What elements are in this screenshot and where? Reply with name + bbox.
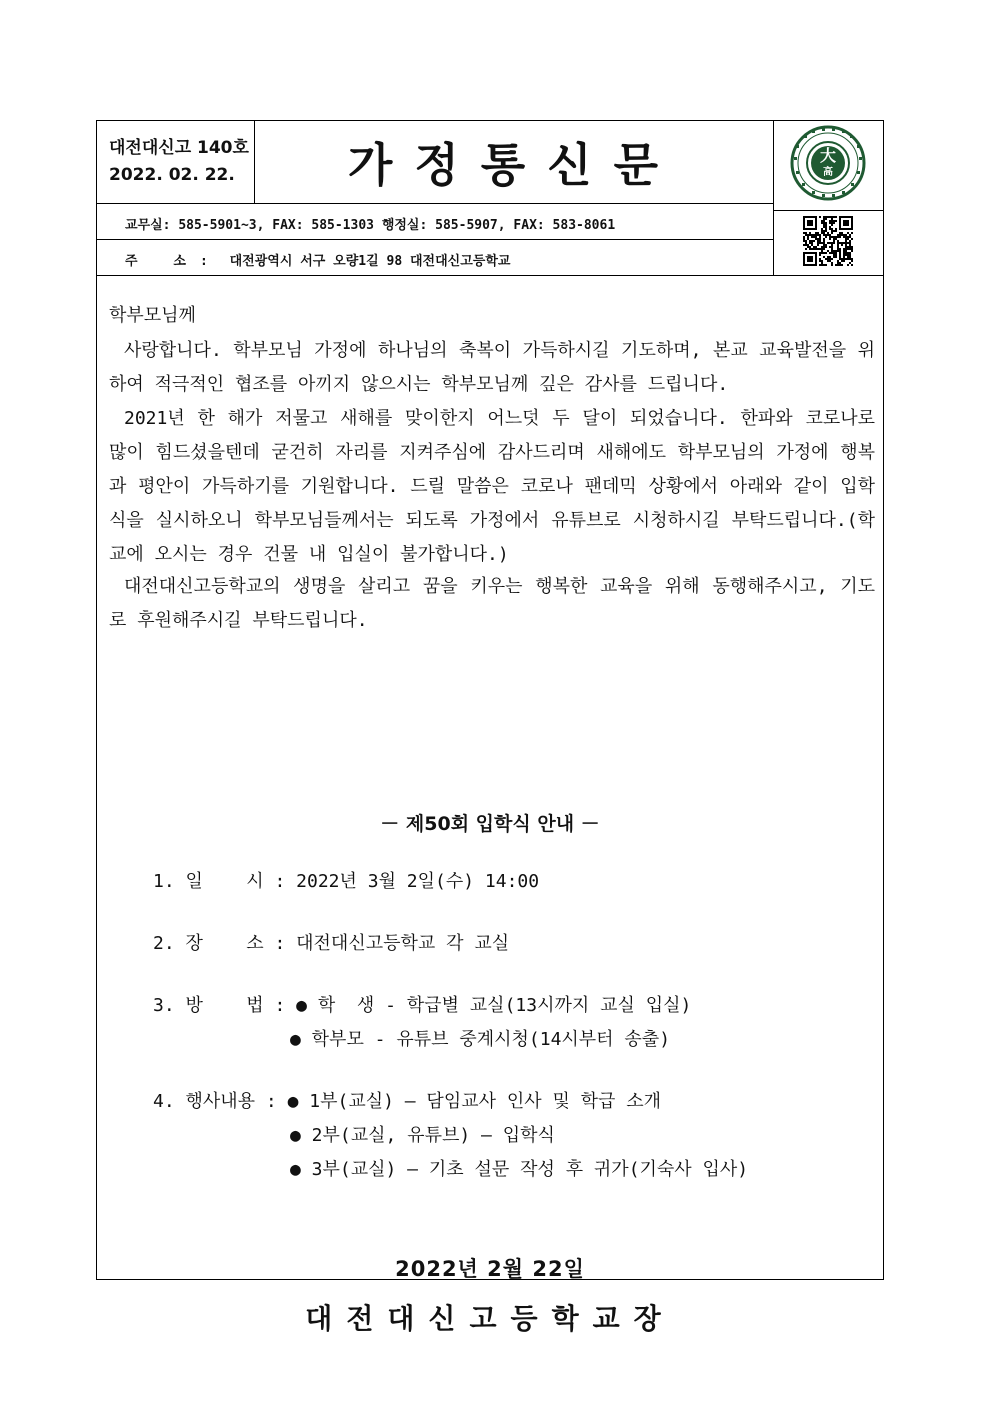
school-logo [773,121,883,211]
qr-code-cell [773,211,883,275]
notice-title: － 제50회 입학식 안내 － [380,813,600,835]
notice-item-place [153,927,509,961]
issue-info [97,121,255,203]
notice-item-program [153,1085,661,1119]
item-label: 2. 장 소 : [153,933,297,954]
paragraph-1: 사랑합니다. 학부모님 가정에 하나님의 축복이 가득하시길 기도하며, 본교 교육발전을 위하여 적극적인 협조를 아끼지 않으시는 학부모님께 깊은 감사를 드립니다. [109,340,875,395]
logo-sub-char: 高 [823,167,833,178]
issue-date-footer: 2022년 2월 22일 [395,1257,585,1281]
item-value: ● 학 생 - 학급별 교실(13시까지 교실 입실) [296,995,692,1016]
newsletter-frame [96,120,884,1335]
item-label: 1. 일 시 : [153,871,297,892]
notice-item-program-3: ● 3부(교실) – 기초 설문 작성 후 귀가(기숙사 입사) [290,1159,749,1180]
notice-item-method [153,989,691,1023]
paragraph-2: 2021년 한 해가 저물고 새해를 맞이한지 어느덧 두 달이 되었습니다. 한파와 코로나로 많이 힘드셨을텐데 굳건히 자리를 지켜주심에 감사드리며 새해에도 학부모님의 가정에 행복과 평안이 가득하기를 기원합니다. 드릴 말씀은 코로나 팬데믹 상황에서 아래와 같이 입학식을 실시하오니 학부모님들께서는 되도록 가정에서 유튜브로 시청하시길 부탁드립니다.(학교에 오시는 경우 건물 내 입실이 불가합니다.) [109,408,875,565]
page-title: 가정통신문 [347,138,681,192]
notice-item-program-2: ● 2부(교실, 유튜브) – 입학식 [290,1125,555,1146]
paragraph-3: 대전대신고등학교의 생명을 살리고 꿈을 키우는 행복한 교육을 위해 동행해주시고, 기도로 후원해주시길 부탁드립니다. [109,576,875,631]
item-value: 대전대신고등학교 각 교실 [296,933,510,954]
item-value: ● 1부(교실) – 담임교사 인사 및 학급 소개 [287,1091,662,1112]
notice-item-method-2: ● 학부모 - 유튜브 중계시청(14시부터 송출) [290,1029,671,1050]
notice-item-date [153,865,539,899]
item-value: 2022년 3월 2일(수) 14:00 [296,871,540,892]
item-label: 3. 방 법 : [153,995,297,1016]
signer: 대전대신고등학교장 [305,1302,675,1335]
issue-number: 대전대신고 140호 [109,138,249,158]
item-label: 4. 행사내용 : [153,1091,288,1112]
address-row [97,240,773,275]
issue-date: 2022. 02. 22. [109,165,235,185]
address-text: 대전광역시 서구 오량1길 98 대전대신고등학교 [229,254,511,269]
greeting: 학부모님께 [109,305,196,326]
header-top [97,121,773,204]
school-emblem-icon [774,121,882,209]
address-label: 주 소: [125,254,222,269]
logo-main-char: 大 [819,146,837,165]
contact-info: 교무실: 585-5901~3, FAX: 585-1303 행정실: 585-5907, FAX: 583-8061 [97,203,773,240]
qr-code-icon[interactable] [774,211,882,273]
header-divider [97,275,883,276]
